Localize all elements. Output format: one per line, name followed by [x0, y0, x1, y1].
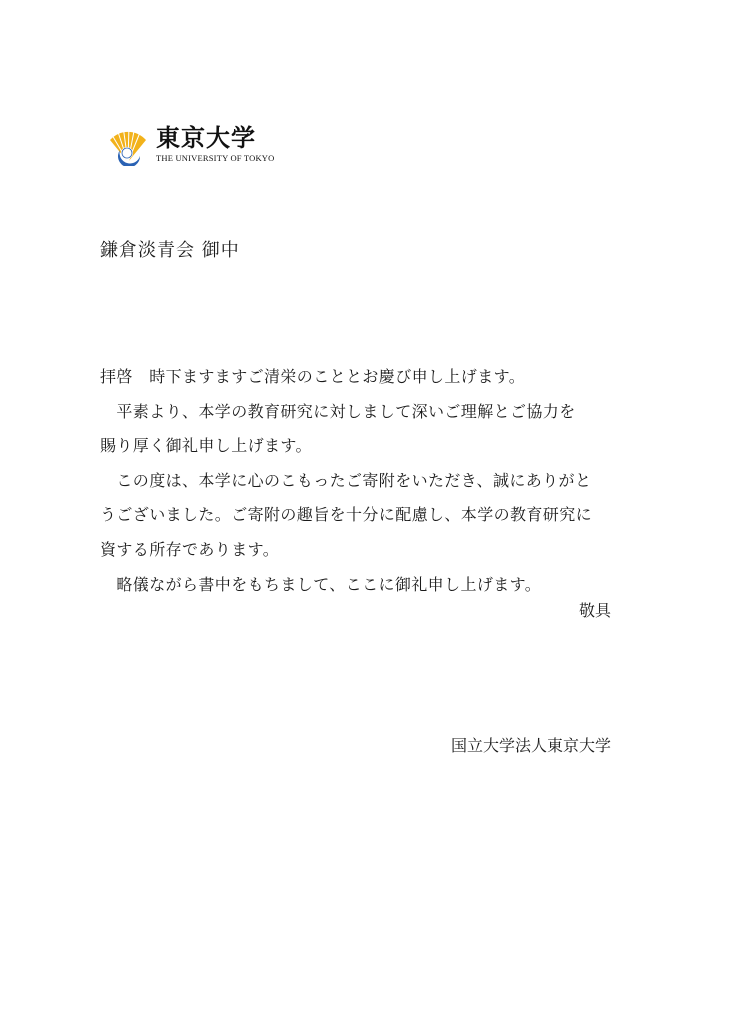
logo-japanese-name: 東京大学: [156, 124, 256, 152]
sender-name: 国立大学法人東京大学: [450, 736, 611, 755]
letter-line: 拝啓 時下ますますご清栄のこととお慶び申し上げます。: [100, 367, 526, 386]
addressee: 鎌倉淡青会 御中: [100, 240, 240, 261]
letter-line: 資する所存であります。: [100, 539, 280, 559]
letter-line: 賜り厚く御礼申し上げます。: [100, 436, 312, 456]
letter-line: 平素より、本学の教育研究に対しまして深いご理解とご協力を: [100, 401, 576, 421]
letter-line: この度は、本学に心のこもったご寄附をいただき、誠にありがと: [100, 470, 592, 490]
closing-phrase: 敬具: [578, 601, 611, 620]
letter-line: 略儀ながら書中をもちまして、ここに御礼申し上げます。: [100, 574, 542, 594]
letter-body: [100, 360, 630, 602]
letter-line: うございました。ご寄附の趣旨を十分に配慮し、本学の教育研究に: [100, 505, 593, 525]
ginkgo-leaf-icon: [106, 122, 150, 166]
logo-english-name: THE UNIVERSITY OF TOKYO: [156, 153, 275, 163]
university-logo: [106, 122, 276, 170]
